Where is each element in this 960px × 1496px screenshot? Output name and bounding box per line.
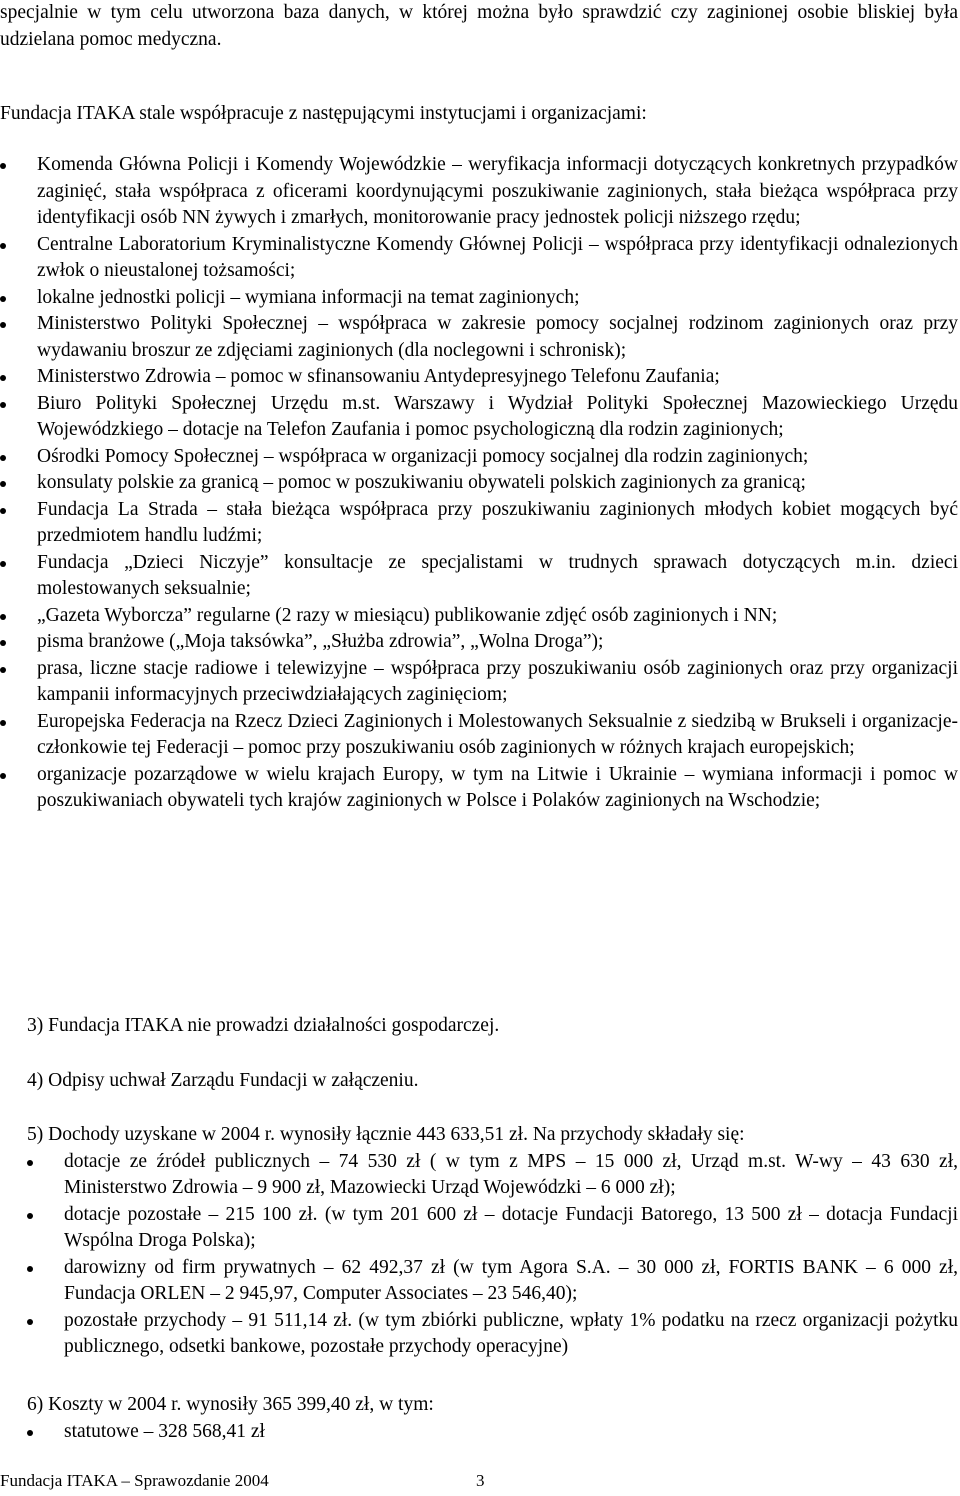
- bullet-icon: [0, 163, 6, 169]
- section-3: [27, 1013, 958, 1040]
- section-5: [27, 1122, 958, 1361]
- list-item: statutowe – 328 568,41 zł: [27, 1419, 958, 1446]
- intro-lead: [0, 101, 958, 128]
- bullet-icon: [0, 561, 6, 567]
- bullet-icon: [0, 508, 6, 514]
- carryover-text: specjalnie w tym celu utworzona baza danych, w której można było sprawdzić czy zaginionej osobie bliskiej była udzielana pomoc medyczna.: [0, 2, 958, 50]
- page-footer: [0, 1470, 500, 1492]
- bullet-icon: [0, 720, 6, 726]
- bullet-icon: [0, 375, 6, 381]
- bullet-icon: [0, 640, 6, 646]
- section-6: [27, 1392, 958, 1445]
- list-item: dotacje pozostałe – 215 100 zł. (w tym 201 600 zł – dotacje Fundacji Batorego, 13 500 zł – dotacja Fundacji Wspólna Droga Polska);: [27, 1202, 958, 1255]
- list-item: Fundacja La Strada – stała bieżąca współpraca przy poszukiwaniu zaginionych młodych kobiet mogących być przedmiotem handlu ludźmi;: [0, 497, 958, 550]
- bullet-icon: [27, 1319, 33, 1325]
- bullet-icon: [0, 322, 6, 328]
- list-item: Centralne Laboratorium Kryminalistyczne Komendy Głównej Policji – współpraca przy identyfikacji odnalezionych zwłok o nieustalonej tożsamości;: [0, 232, 958, 285]
- lead-text: Fundacja ITAKA stale współpracuje z następującymi instytucjami i organizacjami:: [0, 103, 647, 124]
- list-item: darowizny od firm prywatnych – 62 492,37 zł (w tym Agora S.A. – 30 000 zł, FORTIS BANK – 6 000 zł, Fundacja ORLEN – 2 945,97, Computer Associates – 23 546,40);: [27, 1255, 958, 1308]
- bullet-icon: [0, 614, 6, 620]
- section-3-text: 3) Fundacja ITAKA nie prowadzi działalności gospodarczej.: [27, 1015, 500, 1036]
- bullet-icon: [27, 1266, 33, 1272]
- page-number: 3: [476, 1471, 485, 1490]
- bullet-icon: [27, 1160, 33, 1166]
- list-item: dotacje ze źródeł publicznych – 74 530 zł ( w tym z MPS – 15 000 zł, Urząd m.st. W-wy – 43 630 zł, Ministerstwo Zdrowia – 9 900 zł, Mazowiecki Urząd Wojewódzki – 6 000 zł);: [27, 1149, 958, 1202]
- bullet-icon: [0, 243, 6, 249]
- list-item: pozostałe przychody – 91 511,14 zł. (w tym zbiórki publiczne, wpłaty 1% podatku na rzecz organizacji pożytku publicznego, odsetki bankowe, pozostałe przychody operacyjne): [27, 1308, 958, 1361]
- bullet-icon: [0, 667, 6, 673]
- section-5-heading: 5) Dochody uzyskane w 2004 r. wynosiły łącznie 443 633,51 zł. Na przychody składały się:: [27, 1124, 745, 1145]
- bullet-icon: [27, 1213, 33, 1219]
- list-item: prasa, liczne stacje radiowe i telewizyjne – współpraca przy poszukiwaniu osób zaginionych oraz przy organizacji kampanii informacyjnych przeciwdziałających zaginięciom;: [0, 656, 958, 709]
- section-4: [27, 1068, 958, 1095]
- bullet-icon: [0, 773, 6, 779]
- partners-list: [0, 152, 958, 815]
- bullet-icon: [0, 481, 6, 487]
- intro-carryover: [0, 0, 958, 53]
- list-item: Fundacja „Dzieci Niczyje” konsultacje ze specjalistami w trudnych sprawach dotyczących m.in. dzieci molestowanych seksualnie;: [0, 550, 958, 603]
- list-item: Komenda Główna Policji i Komendy Wojewódzkie – weryfikacja informacji dotyczących konkretnych przypadków zaginięć, stała współpraca z oficerami koordynującymi poszukiwanie zaginionych, stała bieżąca współpraca przy identyfikacji osób NN żywych i zmarłych, monitorowanie pracy jednostek policji niższego rzędu;: [0, 152, 958, 232]
- list-item: Ministerstwo Zdrowia – pomoc w sfinansowaniu Antydepresyjnego Telefonu Zaufania;: [0, 364, 958, 391]
- section-6-heading: 6) Koszty w 2004 r. wynosiły 365 399,40 zł, w tym:: [27, 1394, 434, 1415]
- bullet-icon: [0, 455, 6, 461]
- bullet-icon: [0, 296, 6, 302]
- list-item: Biuro Polityki Społecznej Urzędu m.st. Warszawy i Wydział Polityki Społecznej Mazowieckiego Urzędu Wojewódzkiego – dotacje na Telefon Zaufania i pomoc psychologiczną dla rodzin zaginionych;: [0, 391, 958, 444]
- list-item: Ministerstwo Polityki Społecznej – współpraca w zakresie pomocy socjalnej rodzinom zaginionych oraz przy wydawaniu broszur ze zdjęciami zaginionych (dla noclegowni i schronisk);: [0, 311, 958, 364]
- list-item: „Gazeta Wyborcza” regularne (2 razy w miesiącu) publikowanie zdjęć osób zaginionych i NN;: [0, 603, 958, 630]
- list-item: lokalne jednostki policji – wymiana informacji na temat zaginionych;: [0, 285, 958, 312]
- list-item: Ośrodki Pomocy Społecznej – współpraca w organizacji pomocy socjalnej dla rodzin zaginionych;: [0, 444, 958, 471]
- list-item: konsulaty polskie za granicą – pomoc w poszukiwaniu obywateli polskich zaginionych za granicą;: [0, 470, 958, 497]
- list-item: organizacje pozarządowe w wielu krajach Europy, w tym na Litwie i Ukrainie – wymiana informacji i pomoc w poszukiwaniach obywateli tych krajów zaginionych w Polsce i Polaków zaginionych na Wschodzie;: [0, 762, 958, 815]
- footer-title: Fundacja ITAKA – Sprawozdanie 2004: [0, 1471, 269, 1490]
- list-item: pisma branżowe („Moja taksówka”, „Służba zdrowia”, „Wolna Droga”);: [0, 629, 958, 656]
- bullet-icon: [0, 402, 6, 408]
- bullet-icon: [27, 1430, 33, 1436]
- list-item: Europejska Federacja na Rzecz Dzieci Zaginionych i Molestowanych Seksualnie z siedzibą w Brukseli i organizacje-członkowie tej Federacji – pomoc przy poszukiwaniu osób zaginionych w różnych krajach europejskich;: [0, 709, 958, 762]
- section-4-text: 4) Odpisy uchwał Zarządu Fundacji w załączeniu.: [27, 1070, 419, 1091]
